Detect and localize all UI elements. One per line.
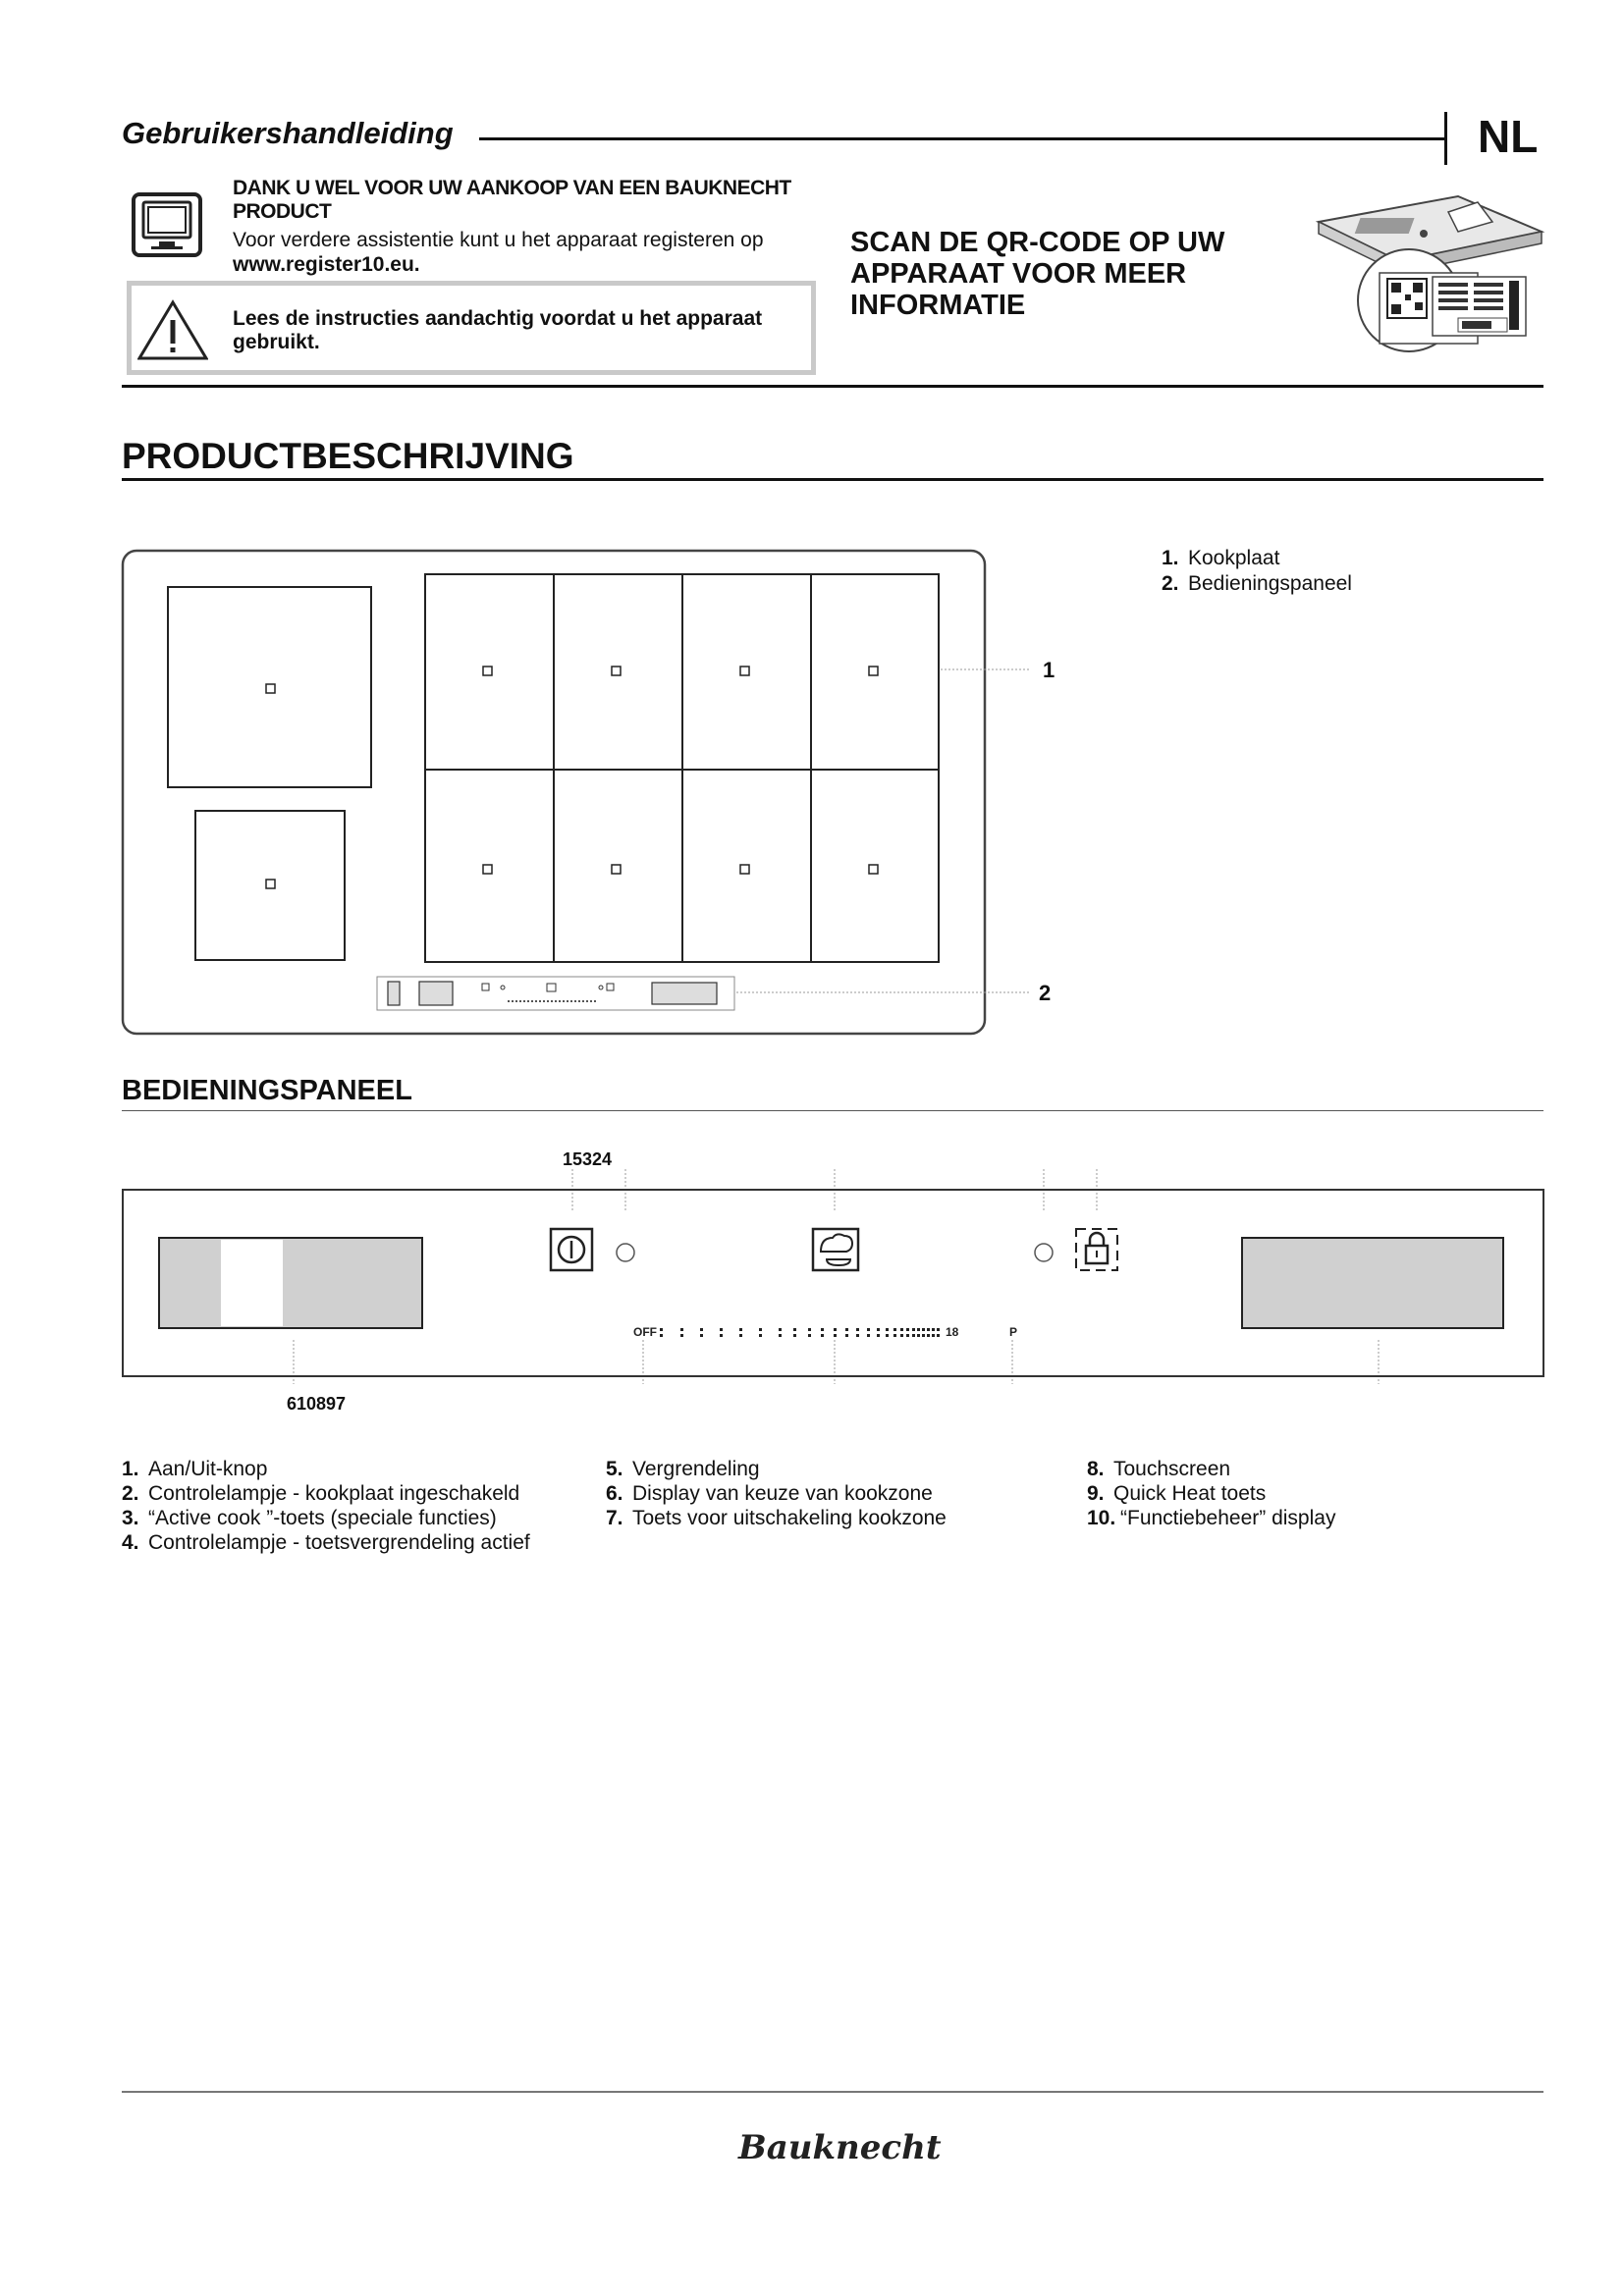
product-legend (1162, 546, 1352, 597)
control-panel-diagram (118, 1163, 1551, 1399)
footer-rule (122, 2091, 1543, 2093)
panel-legend-col1 (122, 1457, 530, 1555)
active-cook-icon[interactable] (813, 1229, 858, 1270)
slider-off-label: OFF (633, 1325, 657, 1339)
slider-max-label: 18 (946, 1325, 959, 1339)
hob-qr-label-icon (1311, 192, 1551, 354)
legend-item: 9. Quick Heat toets (1087, 1482, 1267, 1505)
touch-slider[interactable] (660, 1328, 940, 1337)
legend-item: 8. Touchscreen (1087, 1458, 1231, 1480)
header-rule (479, 137, 1444, 140)
slider-p-label: P (1009, 1325, 1018, 1339)
reference-numbers-top: 15324 (563, 1149, 613, 1169)
warning-icon (137, 298, 208, 361)
function-management-display (1242, 1238, 1503, 1328)
legend-item: 10. “Functiebeheer” display (1087, 1507, 1336, 1529)
hob-on-indicator (617, 1244, 634, 1261)
lock-icon[interactable] (1076, 1229, 1117, 1270)
header-bottom-rule (122, 385, 1543, 388)
brand-name: Bauknecht (738, 2128, 942, 2167)
section-title-panel: BEDIENINGSPANEEL (122, 1075, 412, 1106)
legend-item: 4. Controlelampje - toetsvergrendeling actief (122, 1531, 530, 1554)
legend-item: 5. Vergrendeling (606, 1458, 760, 1480)
panel-legend-col2 (606, 1457, 947, 1530)
manual-title: Gebruikershandleiding (122, 116, 454, 150)
lock-active-indicator (1035, 1244, 1053, 1261)
zone-marker (266, 684, 275, 693)
cooking-zone-large (168, 587, 371, 787)
legend-item: 1. Aan/Uit-knop (122, 1458, 268, 1480)
zone-selection-display (159, 1238, 422, 1328)
cooking-zone-small (195, 811, 345, 960)
monitor-icon (132, 192, 202, 257)
callout-1: 1 (1043, 658, 1056, 682)
power-icon[interactable] (551, 1229, 592, 1270)
register-url: www.register10.eu. (233, 253, 420, 276)
legend-item: 2. Controlelampje - kookplaat ingeschakeld (122, 1482, 520, 1505)
legend-item: 6. Display van keuze van kookzone (606, 1482, 933, 1505)
section-title-product: PRODUCTBESCHRIJVING (122, 436, 574, 476)
header-rule-end (1444, 112, 1447, 165)
warning-text: Lees de instructies aandachtig voordat u het apparaat gebruikt. (233, 307, 763, 353)
section-rule-product (122, 478, 1543, 481)
section-rule-panel (122, 1110, 1543, 1111)
assist-text (233, 228, 822, 277)
callout-2: 2 (1039, 981, 1052, 1005)
hob-diagram (118, 545, 1080, 1045)
language-code: NL (1478, 111, 1539, 162)
qr-instruction: SCAN DE QR-CODE OP UW APPARAAT VOOR MEER INFORMATIE (850, 227, 1225, 321)
reference-numbers-bottom: 610897 (287, 1394, 347, 1414)
legend-item: 1. Kookplaat (1162, 547, 1280, 569)
legend-item: 2. Bedieningspaneel (1162, 572, 1352, 595)
legend-item: 7. Toets voor uitschakeling kookzone (606, 1507, 947, 1529)
zone-marker (266, 880, 275, 888)
panel-legend-col3 (1087, 1457, 1335, 1530)
assist-text-body: Voor verdere assistentie kunt u het apparaat registeren op (233, 229, 764, 251)
legend-item: 3. “Active cook ”-toets (speciale functies) (122, 1507, 497, 1529)
thanks-title: DANK U WEL VOOR UW AANKOOP VAN EEN BAUKNECHT PRODUCT (233, 177, 791, 223)
brand-logo (738, 2128, 942, 2167)
